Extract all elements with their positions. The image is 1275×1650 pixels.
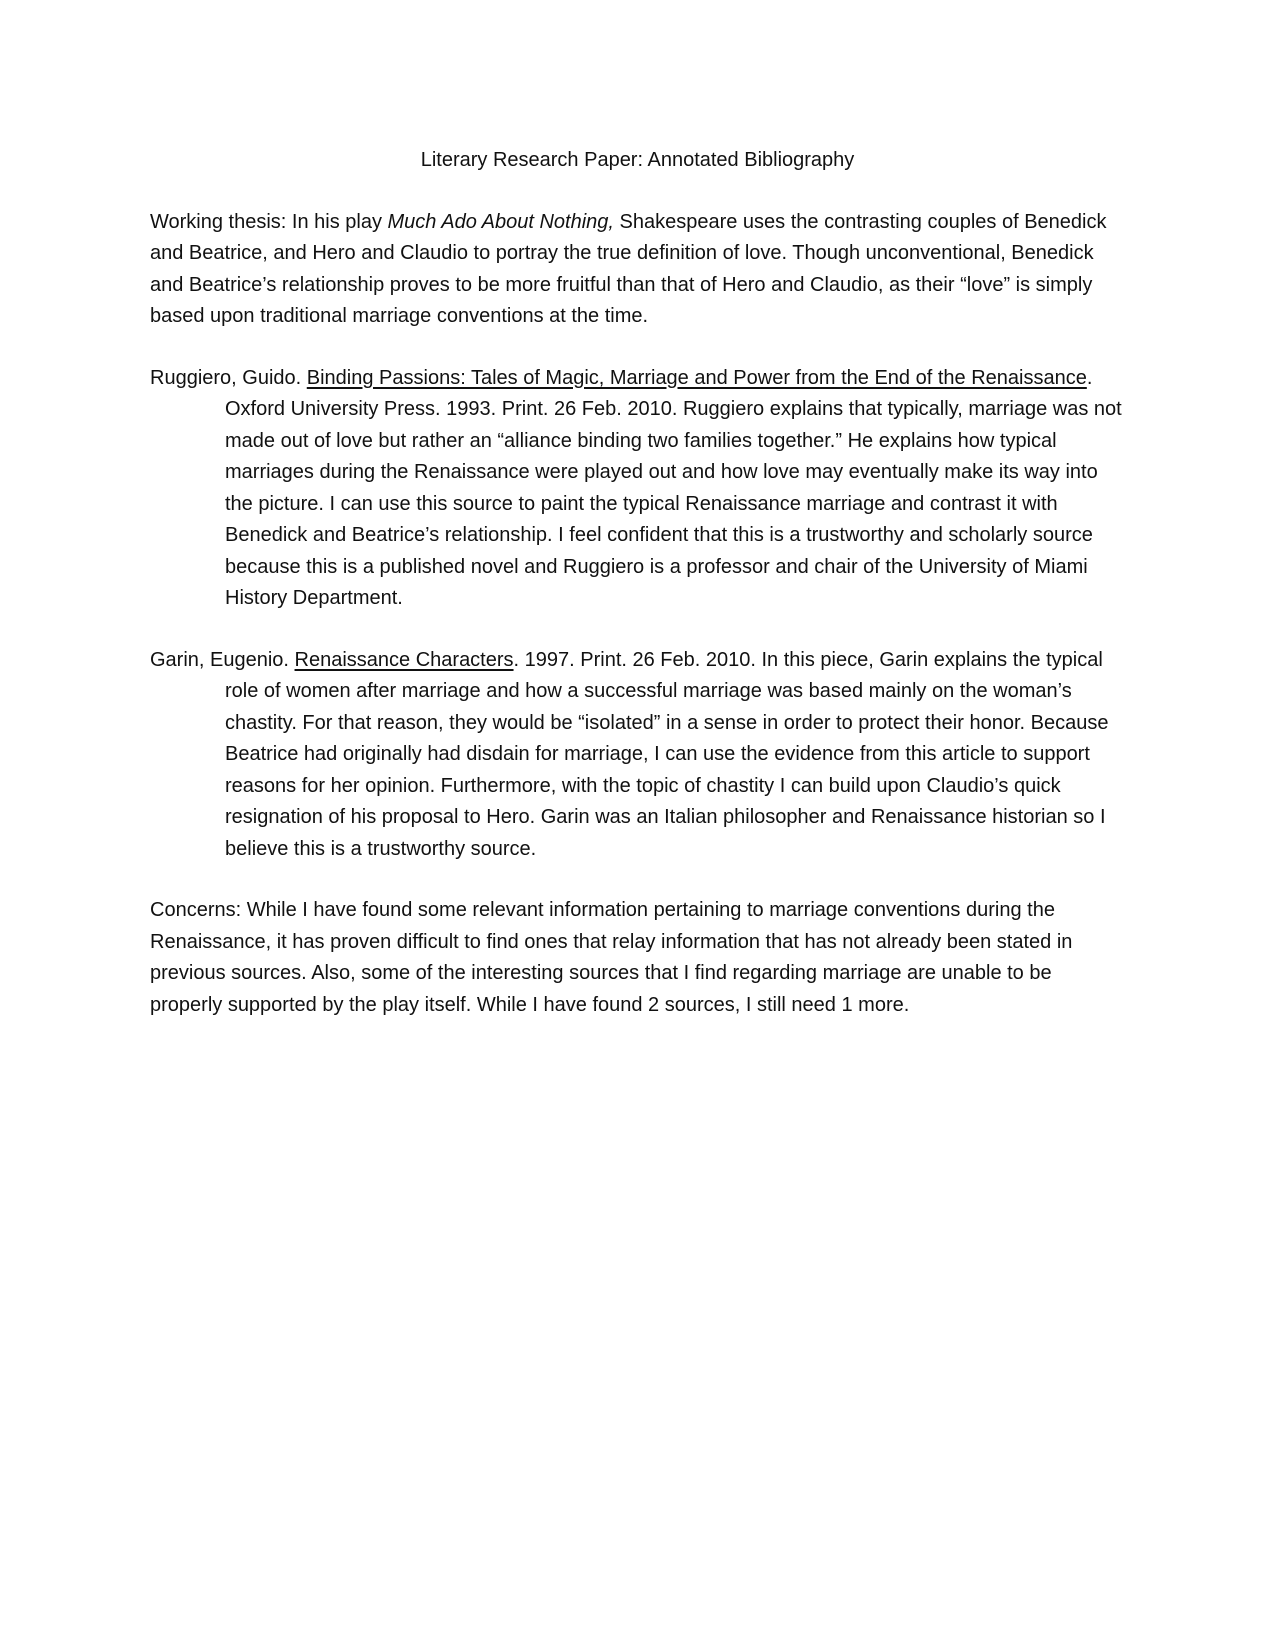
play-title-text: Much Ado About Nothing,: [387, 210, 614, 233]
concerns-paragraph: Concerns: While I have found some relevant information pertaining to marriage conventions during the Renaissance, it has proven difficult to find ones that relay information that has not already been stated in previous sources. Also, some of the interesting sources that I find regarding marriage are unable to be properly supported by the play itself. While I have found 2 sources, I still need 1 more.: [150, 899, 1073, 1016]
thesis-body-text: Shakespeare uses the contrasting couples of Benedick and Beatrice, and Hero and Claudio to portray the true definition of love. Though unconventional, Benedick and Beatrice’s relationship proves to be more fruitful than that of Hero and Claudio, as their “love” is simply based upon traditional marriage conventions at the time.: [150, 210, 1107, 327]
document-body: [150, 145, 1125, 1051]
entry-book-title: Binding Passions: Tales of Magic, Marriage and Power from the End of the Renaissance: [306, 366, 1087, 389]
working-thesis-paragraph: [150, 207, 1125, 333]
entry-book-title: Renaissance Characters: [294, 648, 514, 671]
bibliography-entry-ruggiero: [150, 363, 1125, 615]
thesis-lead-text: Working thesis: In his play: [150, 210, 388, 233]
entry-annotation: . 1997. Print. 26 Feb. 2010. In this piece, Garin explains the typical role of women after marriage and how a successful marriage was based mainly on the woman’s chastity. For that reason, they would be “isolated” in a sense in order to protect their honor. Because Beatrice had originally had disdain for marriage, I can use the evidence from this article to support reasons for her opinion. Furthermore, with the topic of chastity I can build upon Claudio’s quick resignation of his proposal to Hero. Garin was an Italian philosopher and Renaissance historian so I believe this is a trustworthy source.: [225, 648, 1109, 860]
entry-author: Ruggiero, Guido.: [150, 366, 307, 389]
bibliography-entry-garin: [150, 645, 1125, 866]
entry-author: Garin, Eugenio.: [150, 648, 295, 671]
entry-annotation: . Oxford University Press. 1993. Print. 26 Feb. 2010. Ruggiero explains that typically, marriage was not made out of love but rather an “alliance binding two families together.” He explains how typical marriages during the Renaissance were played out and how love may eventually make its way into the picture. I can use this source to paint the typical Renaissance marriage and contrast it with Benedick and Beatrice’s relationship. I feel confident that this is a trustworthy and scholarly source because this is a published novel and Ruggiero is a professor and chair of the University of Miami History Department.: [225, 366, 1122, 609]
document-title: Literary Research Paper: Annotated Bibliography: [420, 149, 855, 171]
